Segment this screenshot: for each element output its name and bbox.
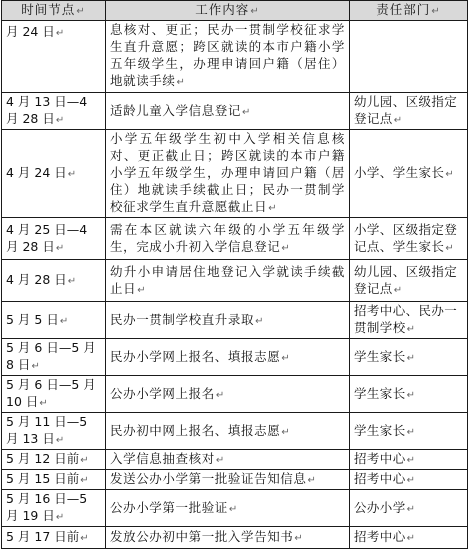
- table-header-row: [2, 1, 468, 21]
- table-row: [2, 130, 468, 218]
- time-cell: 5 月 11 日—5 月 13 日↵: [2, 413, 106, 450]
- header-time: 时间节点↵: [2, 1, 106, 21]
- content-cell: 民办一贯制学校直升录取↵: [106, 302, 350, 339]
- time-cell: 5 月 17 日前↵: [2, 527, 106, 549]
- header-dept: 责任部门↵: [350, 1, 468, 21]
- time-cell: 5 月 12 日前↵: [2, 450, 106, 470]
- content-cell: 息核对、更正；民办一贯制学校征求学生直升意愿；跨区就读的本市户籍小学五年级学生，办理申请回户籍（居住）地就读手续↵: [106, 21, 350, 93]
- table-row: [2, 21, 468, 93]
- dept-cell: 学生家长↵: [350, 376, 468, 413]
- time-cell: 4 月 25 日—4 月 28 日↵: [2, 218, 106, 260]
- time-cell: 4 月 28 日↵: [2, 260, 106, 302]
- dept-cell: 招考中心↵: [350, 470, 468, 490]
- table-row: [2, 527, 468, 549]
- table-row: [2, 339, 468, 376]
- dept-cell: 招考中心、民办一贯制学校↵: [350, 302, 468, 339]
- dept-cell: 幼儿园、区级指定登记点↵: [350, 260, 468, 302]
- time-cell: 5 月 16 日—5 月 19 日↵: [2, 490, 106, 527]
- dept-cell: 招考中心↵: [350, 450, 468, 470]
- time-cell: 5 月 15 日前↵: [2, 470, 106, 490]
- content-cell: 公办小学网上报名↵: [106, 376, 350, 413]
- table-row: [2, 260, 468, 302]
- time-cell: 4 月 24 日↵: [2, 130, 106, 218]
- table-row: [2, 450, 468, 470]
- content-cell: 民办小学网上报名、填报志愿↵: [106, 339, 350, 376]
- schedule-table: [1, 0, 468, 549]
- dept-cell: 学生家长↵: [350, 339, 468, 376]
- dept-cell: 学生家长↵: [350, 413, 468, 450]
- content-cell: 公办小学第一批验证↵: [106, 490, 350, 527]
- table-row: [2, 218, 468, 260]
- time-cell: 5 月 6 日—5 月 10 日↵: [2, 376, 106, 413]
- table-row: [2, 302, 468, 339]
- table-row: [2, 93, 468, 130]
- time-cell: 月 24 日↵: [2, 21, 106, 93]
- content-cell: 适龄儿童入学信息登记↵: [106, 93, 350, 130]
- dept-cell: 小学、学生家长↵: [350, 130, 468, 218]
- dept-cell: 公办小学↵: [350, 490, 468, 527]
- time-cell: 5 月 6 日—5 月 8 日↵: [2, 339, 106, 376]
- time-cell: 5 月 5 日↵: [2, 302, 106, 339]
- content-cell: 需在本区就读六年级的小学五年级学生，完成小升初入学信息登记↵: [106, 218, 350, 260]
- content-cell: 入学信息抽查核对↵: [106, 450, 350, 470]
- time-cell: 4 月 13 日—4 月 28 日↵: [2, 93, 106, 130]
- dept-cell: 招考中心↵: [350, 527, 468, 549]
- header-content: 工作内容↵: [106, 1, 350, 21]
- table-row: [2, 470, 468, 490]
- dept-cell: 小学、区级指定登记点、学生家长↵: [350, 218, 468, 260]
- dept-cell: [350, 21, 468, 93]
- content-cell: 幼升小申请居住地登记入学就读手续截止日↵: [106, 260, 350, 302]
- content-cell: 小学五年级学生初中入学相关信息核对、更正截止日；跨区就读的本市户籍小学五年级学生，办理申请回户籍（居住）地就读手续截止日；民办一贯制学校征求学生直升意愿截止日↵: [106, 130, 350, 218]
- content-cell: 民办初中网上报名、填报志愿↵: [106, 413, 350, 450]
- table-row: [2, 413, 468, 450]
- content-cell: 发放公办初中第一批入学告知书↵: [106, 527, 350, 549]
- dept-cell: 幼儿园、区级指定登记点↵: [350, 93, 468, 130]
- table-row: [2, 376, 468, 413]
- content-cell: 发送公办小学第一批验证告知信息↵: [106, 470, 350, 490]
- table-row: [2, 490, 468, 527]
